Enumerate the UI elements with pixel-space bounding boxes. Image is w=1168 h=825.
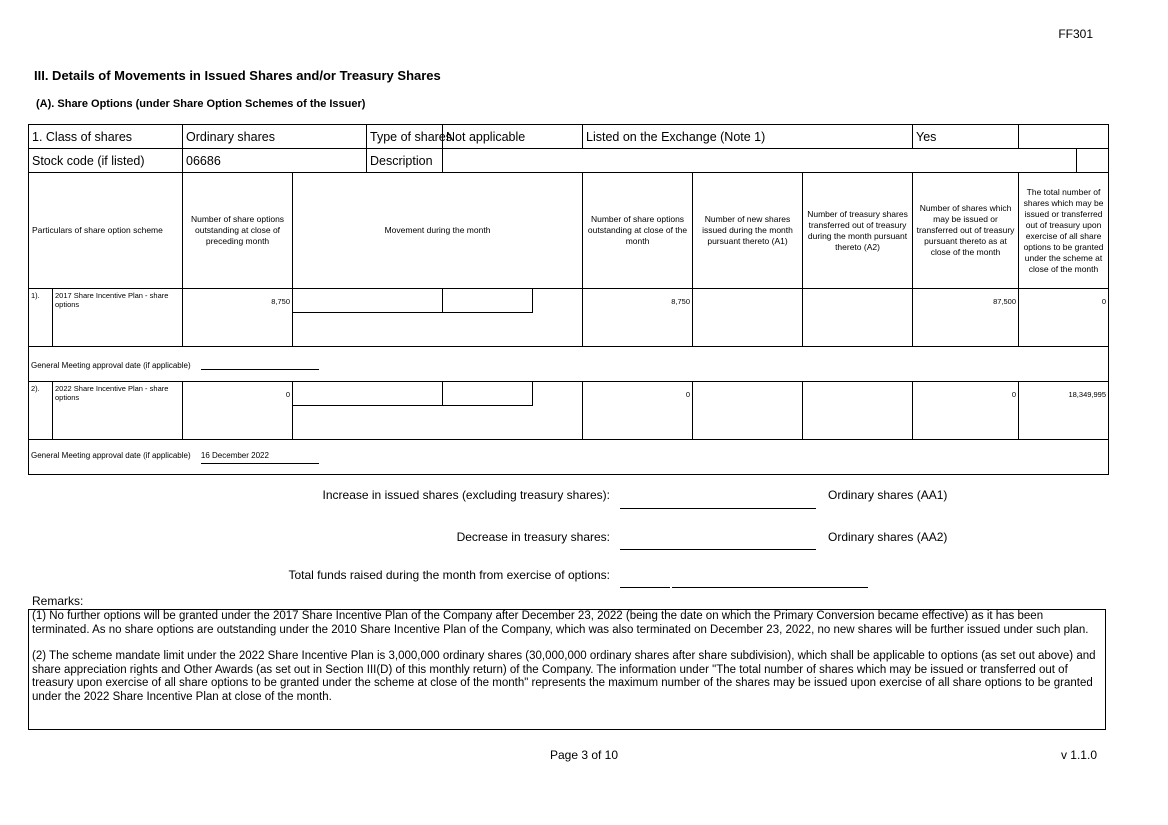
movement-box <box>443 382 533 406</box>
form-code: FF301 <box>1058 27 1093 41</box>
listed-value: Yes <box>913 125 1019 149</box>
header-new-shares: Number of new shares issued during the month pursuant thereto (A1) <box>693 173 803 289</box>
increase-unit: Ordinary shares (AA1) <box>828 488 948 502</box>
scheme-name: 2017 Share Incentive Plan - share options <box>53 289 183 347</box>
remarks-box <box>28 609 1106 730</box>
type-value: Not applicable <box>443 125 583 149</box>
treasury-transferred <box>803 289 913 347</box>
increase-label: Increase in issued shares (excluding treasury shares): <box>322 488 610 502</box>
movement-cell <box>293 382 583 440</box>
description-value <box>443 149 1077 173</box>
type-label: Type of shares <box>367 125 443 149</box>
treasury-transferred <box>803 382 913 440</box>
new-shares <box>693 289 803 347</box>
class-value: Ordinary shares <box>183 125 367 149</box>
page-number: Page 3 of 10 <box>549 748 619 762</box>
remarks-title: Remarks: <box>32 594 84 608</box>
outstanding-close: 0 <box>583 382 693 440</box>
new-shares <box>693 382 803 440</box>
funds-amount-field <box>672 587 868 588</box>
funds-currency-field <box>620 587 670 588</box>
scheme-row-1 <box>29 289 1109 347</box>
scheme-name: 2022 Share Incentive Plan - share options <box>53 382 183 440</box>
funds-label: Total funds raised during the month from exercise of options: <box>288 568 610 582</box>
scheme-index: 1). <box>29 289 53 347</box>
remark-note-1: (1) No further options will be granted under the 2017 Share Incentive Plan of the Company after December 23, 2022 (being the date on which the Primary Conversion became effective) as it has been terminated. As no share options are outstanding under the 2010 Share Incentive Plan of the Company, which was also terminated on December 23, 2022, no new shares will be further issued under such plan. <box>32 610 1089 636</box>
stock-code-value: 06686 <box>183 149 367 173</box>
stock-code-label: Stock code (if listed) <box>29 149 183 173</box>
header-movement: Movement during the month <box>293 173 583 289</box>
total-number: 0 <box>1019 289 1109 347</box>
header-treasury-transferred: Number of treasury shares transferred out of treasury during the month pursuant thereto (A2) <box>803 173 913 289</box>
gm-label: General Meeting approval date (if applicable) <box>31 450 191 460</box>
section-title: III. Details of Movements in Issued Shares and/or Treasury Shares <box>34 68 441 83</box>
movement-box <box>293 382 443 406</box>
header-total-number: The total number of shares which may be issued or transferred out of treasury upon exercise of all share options to be granted under the scheme at close of the month <box>1019 173 1109 289</box>
description-label: Description <box>367 149 443 173</box>
header-outstanding-close: Number of share options outstanding at close of the month <box>583 173 693 289</box>
gm-date-field: 16 December 2022 <box>201 451 319 464</box>
description-blank <box>1077 149 1109 173</box>
remark-note-2: (2) The scheme mandate limit under the 2022 Share Incentive Plan is 3,000,000 ordinary shares (30,000,000 ordinary shares after share subdivision), which shall be applicable to options (as set out above) and share appreciation rights and Other Awards (as set out in Section III(D) of this monthly return) of the Company. The information under "The total number of shares which may be issued or transferred out of treasury upon exercise of all share options to be granted under the scheme at close of the month" represents the maximum number of the shares may be issued upon exercise of all share options to be granted under the 2022 Share Incentive Plan at close of the month. <box>32 650 1096 703</box>
class-label: 1. Class of shares <box>29 125 183 149</box>
gm-date-field <box>201 358 319 370</box>
header-particulars: Particulars of share option scheme <box>29 173 183 289</box>
gm-row-1 <box>29 347 1109 382</box>
header-may-be-issued: Number of shares which may be issued or transferred out of treasury pursuant thereto as at close of the month <box>913 173 1019 289</box>
stock-row <box>29 149 1109 173</box>
may-be-issued: 87,500 <box>913 289 1019 347</box>
outstanding-prev: 0 <box>183 382 293 440</box>
total-number: 18,349,995 <box>1019 382 1109 440</box>
outstanding-close: 8,750 <box>583 289 693 347</box>
movement-box <box>443 289 533 313</box>
class-row <box>29 125 1109 149</box>
gm-label: General Meeting approval date (if applicable) <box>31 361 191 370</box>
share-options-table <box>28 124 1109 475</box>
outstanding-prev: 8,750 <box>183 289 293 347</box>
decrease-unit: Ordinary shares (AA2) <box>828 530 948 544</box>
movement-box <box>293 289 443 313</box>
scheme-index: 2). <box>29 382 53 440</box>
version: v 1.1.0 <box>1060 748 1097 762</box>
decrease-field <box>620 549 816 550</box>
gm-approval <box>29 347 1109 382</box>
movement-cell <box>293 289 583 347</box>
listed-blank <box>1019 125 1109 149</box>
subsection-title: (A). Share Options (under Share Option Schemes of the Issuer) <box>36 98 366 110</box>
scheme-row-2 <box>29 382 1109 440</box>
increase-field <box>620 508 816 509</box>
header-row <box>29 173 1109 289</box>
may-be-issued: 0 <box>913 382 1019 440</box>
gm-row-2 <box>29 440 1109 475</box>
gm-approval <box>29 440 1109 475</box>
header-outstanding-prev: Number of share options outstanding at close of preceding month <box>183 173 293 289</box>
decrease-label: Decrease in treasury shares: <box>456 530 610 544</box>
listed-label: Listed on the Exchange (Note 1) <box>583 125 913 149</box>
